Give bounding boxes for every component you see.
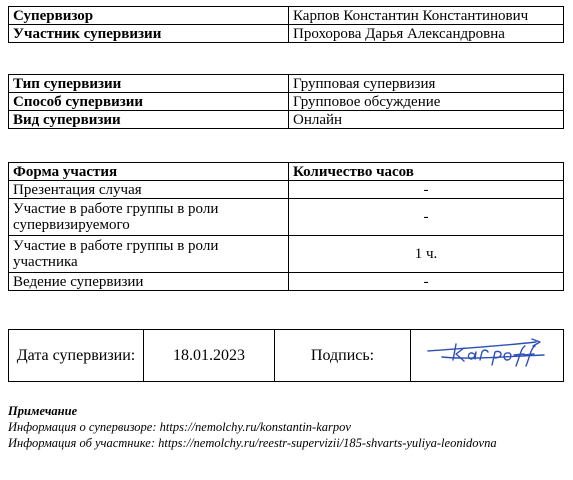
method-row — [9, 93, 564, 111]
supervisor-value: Карпов Константин Константинович — [289, 7, 564, 25]
participant-row — [9, 25, 564, 43]
signature-cell — [411, 330, 564, 382]
hours-cell: 1 ч. — [289, 236, 564, 273]
form-cell: Участие в работе группы в роли супервизируемого — [9, 199, 289, 236]
date-value: 18.01.2023 — [144, 330, 275, 382]
method-label: Способ супервизии — [9, 93, 289, 111]
form-cell: Ведение супервизии — [9, 273, 289, 291]
kind-label: Вид супервизии — [9, 111, 289, 129]
signature-image — [412, 330, 562, 377]
kind-value: Онлайн — [289, 111, 564, 129]
participation-header-row — [9, 163, 564, 181]
participant-value: Прохорова Дарья Александровна — [289, 25, 564, 43]
hours-header: Количество часов — [289, 163, 564, 181]
supervisor-info-table — [8, 6, 564, 43]
note-supervisor-link: Информация о супервизоре: https://nemolchy.ru/konstantin-karpov — [8, 420, 351, 434]
table-row — [9, 181, 564, 199]
type-value: Групповая супервизия — [289, 75, 564, 93]
note-participant-link: Информация об участнике: https://nemolchy.ru/reestr-supervizii/185-shvarts-yuliya-leonidovna — [8, 436, 497, 450]
signature-label: Подпись: — [275, 330, 411, 382]
hours-cell: - — [289, 181, 564, 199]
hours-cell: - — [289, 199, 564, 236]
date-signature-row — [9, 330, 564, 382]
participation-table — [8, 162, 564, 291]
type-label: Тип супервизии — [9, 75, 289, 93]
supervisor-label: Супервизор — [9, 7, 289, 25]
table-row — [9, 199, 564, 236]
note-title: Примечание — [8, 404, 78, 418]
date-signature-table — [8, 329, 564, 382]
hours-cell: - — [289, 273, 564, 291]
date-label: Дата супервизии: — [9, 330, 144, 382]
supervisor-row — [9, 7, 564, 25]
kind-row — [9, 111, 564, 129]
type-row — [9, 75, 564, 93]
note-block — [8, 403, 564, 451]
table-row — [9, 273, 564, 291]
participant-label: Участник супервизии — [9, 25, 289, 43]
form-cell: Презентация случая — [9, 181, 289, 199]
table-row — [9, 236, 564, 273]
method-value: Групповое обсуждение — [289, 93, 564, 111]
supervision-type-table — [8, 74, 564, 129]
form-header: Форма участия — [9, 163, 289, 181]
form-cell: Участие в работе группы в роли участника — [9, 236, 289, 273]
